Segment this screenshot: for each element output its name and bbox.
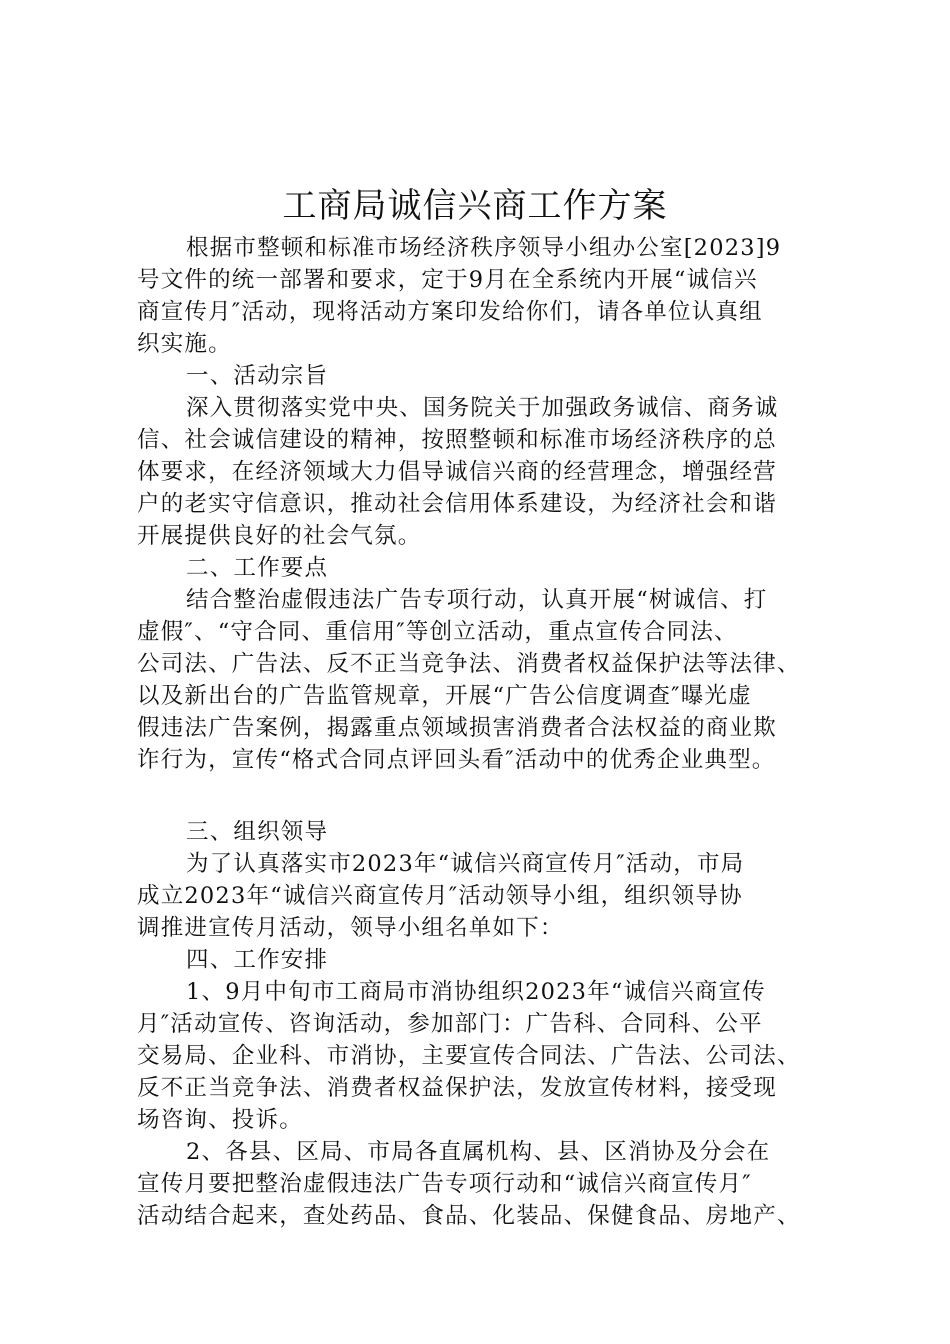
text-line: 信、社会诚信建设的精神，按照整顿和标准市场经济秩序的总: [137, 427, 777, 453]
text-line: 户的老实守信意识，推动社会信用体系建设，为经济社会和谐: [137, 491, 777, 517]
text-line: 场咨询、投诉。: [137, 1107, 303, 1133]
text-line: 公司法、广告法、反不正当竞争法、消费者权益保护法等法律、: [137, 651, 801, 677]
text-line: 反不正当竞争法、消费者权益保护法，发放宣传材料，接受现: [137, 1075, 777, 1101]
text-line: 号文件的统一部署和要求，定于9月在全系统内开展“诚信兴: [137, 267, 758, 293]
text-line: 假违法广告案例，揭露重点领域损害消费者合法权益的商业欺: [137, 715, 777, 741]
text-line: 以及新出台的广告监管规章，开展“广告公信度调查″曝光虚: [137, 683, 752, 709]
text-line: 月″活动宣传、咨询活动，参加部门：广告科、合同科、公平: [137, 1011, 763, 1037]
document-body: [137, 232, 837, 1232]
text-line: 1、9月中旬市工商局市消协组织2023年“诚信兴商宣传: [186, 979, 766, 1005]
text-line: 宣传月要把整治虚假违法广告专项行动和“诚信兴商宣传月″: [137, 1171, 752, 1197]
text-line: 深入贯彻落实党中央、国务院关于加强政务诚信、商务诚: [186, 395, 779, 421]
paragraph-gap: [137, 776, 837, 816]
text-line: 成立2023年“诚信兴商宣传月″活动领导小组，组织领导协: [137, 883, 743, 909]
text-line: 为了认真落实市2023年“诚信兴商宣传月″活动，市局: [186, 851, 745, 877]
text-line: 根据市整顿和标准市场经济秩序领导小组办公室[2023]9: [186, 235, 782, 261]
text-line: 一、活动宗旨: [186, 363, 329, 389]
text-line: 四、工作安排: [186, 947, 329, 973]
text-line: 商宣传月″活动，现将活动方案印发给你们，请各单位认真组: [137, 299, 763, 325]
text-line: 结合整治虚假违法广告专项行动，认真开展“树诚信、打: [186, 587, 768, 613]
text-line: 2、各县、区局、市局各直属机构、县、区消协及分会在: [186, 1139, 771, 1165]
text-line: 三、组织领导: [186, 819, 329, 845]
text-line: 体要求，在经济领域大力倡导诚信兴商的经营理念，增强经营: [137, 459, 777, 485]
text-line: 交易局、企业科、市消协，主要宣传合同法、广告法、公司法、: [137, 1043, 801, 1069]
text-line: 活动结合起来，查处药品、食品、化装品、保健食品、房地产、: [137, 1203, 801, 1229]
text-line: 织实施。: [137, 331, 232, 357]
text-line: 调推进宣传月活动，领导小组名单如下：: [137, 915, 564, 941]
text-line: 虚假″、“守合同、重信用″等创立活动，重点宣传合同法、: [137, 619, 738, 645]
text-line: 诈行为，宣传“格式合同点评回头看″活动中的优秀企业典型。: [137, 747, 776, 773]
text-line: 二、工作要点: [186, 555, 329, 581]
text-line: 开展提供良好的社会气氛。: [137, 523, 422, 549]
document-title: 工商局诚信兴商工作方案: [282, 186, 668, 226]
